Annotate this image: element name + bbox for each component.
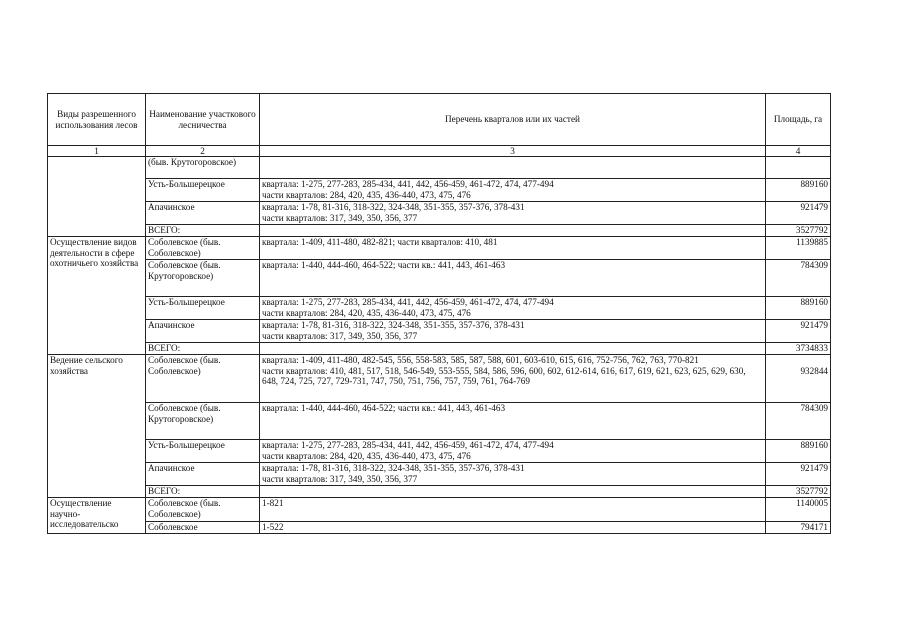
quarters-line: части кварталов: 317, 349, 350, 356, 377 bbox=[262, 330, 418, 341]
column-number: 2 bbox=[146, 146, 260, 157]
column-number: 4 bbox=[766, 146, 831, 157]
quarters-line: квартала: 1-78, 81-316, 318-322, 324-348, 351-355, 357-376, 378-431 bbox=[262, 202, 525, 212]
use-type-cell: Осуществление видов деятельности в сфере охотничьего хозяйства bbox=[48, 237, 146, 355]
quarters-cell bbox=[260, 202, 766, 225]
quarters-line: квартала: 1-440, 444-460, 464-522; части кв.: 441, 443, 461-463 bbox=[262, 260, 506, 270]
area-cell bbox=[766, 355, 831, 403]
quarters-line: части кварталов: 317, 349, 350, 356, 377 bbox=[262, 212, 418, 223]
forestry-cell: Апачинское bbox=[146, 463, 260, 486]
quarters-line: квартала: 1-275, 277-283, 285-434, 441, 442, 456-459, 461-472, 474, 477-494 bbox=[262, 179, 554, 189]
use-type-cell: Ведение сельского хозяйства bbox=[48, 355, 146, 498]
area-cell: 889160 bbox=[766, 297, 831, 320]
table-row bbox=[48, 157, 831, 179]
forestry-cell: Соболевское bbox=[146, 522, 260, 534]
quarters-cell bbox=[260, 157, 766, 179]
forestry-cell: (быв. Крутогоровское) bbox=[146, 157, 260, 179]
table-row bbox=[48, 202, 831, 225]
use-type-cell bbox=[48, 157, 146, 237]
total-value: 3527792 bbox=[766, 225, 831, 237]
quarters-cell bbox=[260, 403, 766, 440]
table-row bbox=[48, 320, 831, 343]
area-cell: 784309 bbox=[766, 260, 831, 297]
area-cell: 1140005 bbox=[766, 498, 831, 522]
quarters-line: квартала: 1-440, 444-460, 464-522; части кв.: 441, 443, 461-463 bbox=[262, 403, 506, 413]
quarters-cell bbox=[260, 260, 766, 297]
quarters-line: квартала: 1-275, 277-283, 285-434, 441, 442, 456-459, 461-472, 474, 477-494 bbox=[262, 297, 554, 307]
area-cell: 794171 bbox=[766, 522, 831, 534]
quarters-line: квартала: 1-78, 81-316, 318-322, 324-348, 351-355, 357-376, 378-431 bbox=[262, 463, 525, 473]
forestry-cell: Соболевское (быв. Соболевское) bbox=[146, 355, 260, 403]
forest-quarters-table bbox=[47, 93, 831, 534]
forestry-cell: Усть-Большерецкое bbox=[146, 297, 260, 320]
forestry-cell: Апачинское bbox=[146, 320, 260, 343]
forestry-cell: Усть-Большерецкое bbox=[146, 440, 260, 463]
quarters-cell bbox=[260, 237, 766, 260]
quarters-cell bbox=[260, 440, 766, 463]
area-cell: 889160 bbox=[766, 179, 831, 202]
column-number: 1 bbox=[48, 146, 146, 157]
use-type-cell: Осуществление научно-исследовательско bbox=[48, 498, 146, 534]
quarters-cell bbox=[260, 320, 766, 343]
total-row bbox=[48, 343, 831, 355]
header-quarters-list: Перечень кварталов или их частей bbox=[260, 94, 766, 146]
quarters-line: квартала: 1-409, 411-480, 482-545, 556, 558-583, 585, 587, 588, 601, 603-610, 615, 616, 752-756, 762, 763, 770-821 bbox=[262, 355, 699, 365]
quarters-line: части кварталов: 284, 420, 435, 436-440, 473, 475, 476 bbox=[262, 450, 471, 461]
quarters-line: квартала: 1-275, 277-283, 285-434, 441, 442, 456-459, 461-472, 474, 477-494 bbox=[262, 440, 554, 450]
quarters-line: квартала: 1-78, 81-316, 318-322, 324-348, 351-355, 357-376, 378-431 bbox=[262, 320, 525, 330]
quarters-line: части кварталов: 317, 349, 350, 356, 377 bbox=[262, 473, 418, 484]
quarters-cell bbox=[260, 522, 766, 534]
table-row bbox=[48, 463, 831, 486]
table-row bbox=[48, 355, 831, 403]
area-cell: 921479 bbox=[766, 202, 831, 225]
area-cell: 921479 bbox=[766, 320, 831, 343]
header-use-type: Виды разрешенного использования лесов bbox=[48, 94, 146, 146]
quarters-cell bbox=[260, 225, 766, 237]
quarters-line: 1-821 bbox=[262, 498, 284, 508]
table-header-row bbox=[48, 94, 831, 146]
total-value: 3527792 bbox=[766, 486, 831, 498]
quarters-cell bbox=[260, 297, 766, 320]
table-row bbox=[48, 179, 831, 202]
area-cell: 921479 bbox=[766, 463, 831, 486]
table-row bbox=[48, 440, 831, 463]
quarters-cell bbox=[260, 355, 766, 403]
total-value: 3734833 bbox=[766, 343, 831, 355]
quarters-line: части кварталов: 410, 481, 517, 518, 546-549, 553-555, 584, 586, 596, 600, 602, 612-614, 616, 617, 619, 621, 623, 625, 629, 630, 648, 724, 725, 727, 729-731, 747, 750, 751, 756, 757, 759, 761, 764-769 bbox=[262, 365, 746, 387]
quarters-line: части кварталов: 284, 420, 435, 436-440, 473, 475, 476 bbox=[262, 307, 471, 318]
forestry-cell: Соболевское (быв. Соболевское) bbox=[146, 498, 260, 522]
quarters-cell bbox=[260, 498, 766, 522]
column-number-row bbox=[48, 146, 831, 157]
total-row bbox=[48, 486, 831, 498]
area-cell: 784309 bbox=[766, 403, 831, 440]
quarters-line: части кварталов: 284, 420, 435, 436-440, 473, 475, 476 bbox=[262, 189, 471, 200]
quarters-cell bbox=[260, 463, 766, 486]
forestry-cell: Соболевское (быв. Крутогоровское) bbox=[146, 403, 260, 440]
header-area: Площадь, га bbox=[766, 94, 831, 146]
forestry-cell: Усть-Большерецкое bbox=[146, 179, 260, 202]
table-row bbox=[48, 403, 831, 440]
table-row bbox=[48, 522, 831, 534]
quarters-cell bbox=[260, 486, 766, 498]
quarters-cell bbox=[260, 179, 766, 202]
forestry-cell: Соболевское (быв. Крутогоровское) bbox=[146, 260, 260, 297]
table-row bbox=[48, 260, 831, 297]
header-forestry-name: Наименование участкового лесничества bbox=[146, 94, 260, 146]
quarters-cell bbox=[260, 343, 766, 355]
table-row bbox=[48, 498, 831, 522]
quarters-line: квартала: 1-409, 411-480, 482-821; части кварталов: 410, 481 bbox=[262, 237, 498, 247]
area-cell bbox=[766, 157, 831, 179]
table-row bbox=[48, 297, 831, 320]
table-row bbox=[48, 237, 831, 260]
area-cell: 1139885 bbox=[766, 237, 831, 260]
forestry-cell: Соболевское (быв. Соболевское) bbox=[146, 237, 260, 260]
total-label: ВСЕГО: bbox=[146, 486, 260, 498]
total-label: ВСЕГО: bbox=[146, 343, 260, 355]
forestry-cell: Апачинское bbox=[146, 202, 260, 225]
column-number: 3 bbox=[260, 146, 766, 157]
total-label: ВСЕГО: bbox=[146, 225, 260, 237]
quarters-line: 1-522 bbox=[262, 522, 284, 532]
total-row bbox=[48, 225, 831, 237]
area-cell: 889160 bbox=[766, 440, 831, 463]
area-value: 932844 bbox=[800, 366, 828, 376]
